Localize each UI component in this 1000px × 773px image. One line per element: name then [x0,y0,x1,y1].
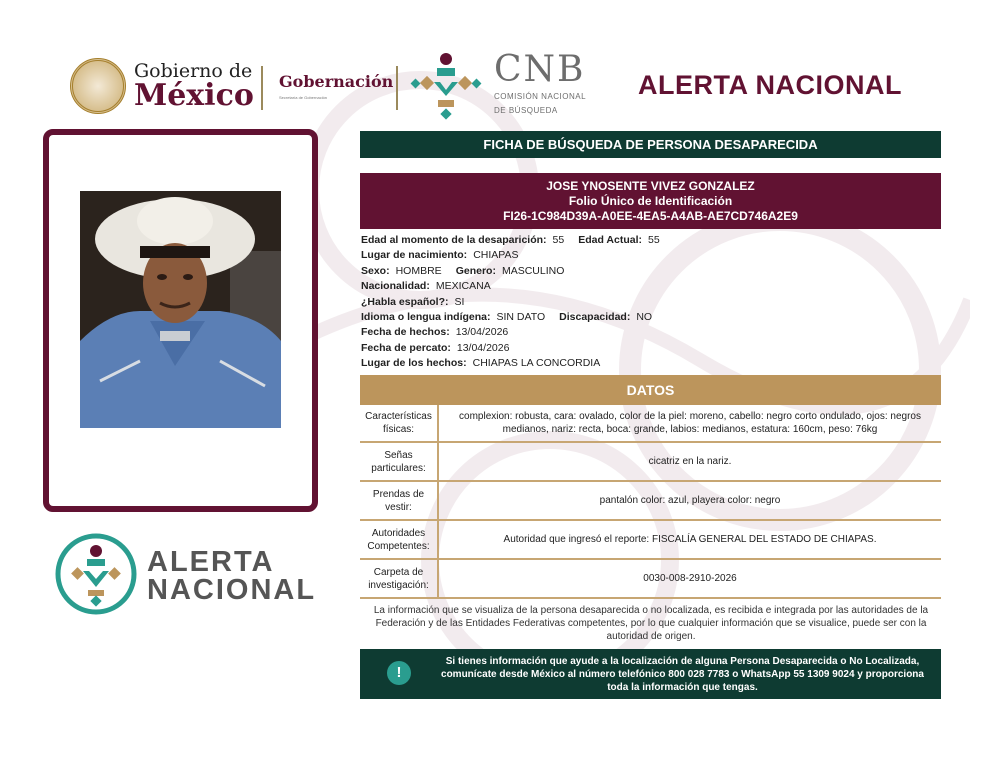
contact-text: Si tienes información que ayude a la localización de alguna Persona Desaparecida o No Localizada, comunícate desde México al número telefónico 800 028 7783 o WhatsApp 55 1309 9024 y proporciona toda la información que tengas. [441,656,924,693]
info-value: CHIAPAS LA CONCORDIA [472,357,601,370]
gobernacion-logo [279,72,393,100]
datos-title: DATOS [360,375,941,405]
table-value: complexion: robusta, cara: ovalado, color de la piel: moreno, cabello: negro corto ondulado, ojos: negros medianos, nariz: recta, boca: grande, labios: medianos, estatura: 160cm, peso: 76kg [459,411,921,435]
missing-person-photo [80,191,281,428]
cnb-title: CNB [494,49,586,90]
info-row-nacionalidad [361,279,660,294]
info-row-habla [361,295,660,310]
table-row [360,521,941,560]
gob-line2: México [134,77,254,113]
table-label: Carpeta de investigación: [360,560,439,597]
info-label: ¿Habla español?: [361,295,449,308]
info-label: Idioma o lengua indígena: [361,311,491,324]
person-info [361,233,660,372]
info-value: 55 [648,234,660,246]
info-label: Nacionalidad: [361,280,430,293]
info-label: Discapacidad: [559,311,631,324]
alert-exclamation-icon: ! [387,661,411,685]
info-row-lugar-hechos [361,356,660,371]
info-value: SI [454,295,465,308]
info-label: Genero: [455,264,496,277]
info-value: 13/04/2026 [455,326,509,339]
alerta-nacional-wordmark [147,548,316,604]
person-name: JOSE YNOSENTE VIVEZ GONZALEZ [546,179,755,193]
gob-line1: Gobierno de [134,59,253,82]
table-value: 0030-008-2910-2026 [643,573,737,584]
disclaimer-text: La información que se visualiza de la persona desaparecida o no localizada, es recibida e integrada por las autoridades de la Federación y de las Entidades Federativas competentes, por lo que cualquier información que se visualice, puede ser con la autoridad de origen. [373,605,929,642]
ficha-title: FICHA DE BÚSQUEDA DE PERSONA DESAPARECIDA [360,131,941,158]
cnb-sub-line1: COMISIÓN NACIONAL [494,92,587,101]
cnb-logo-icon [410,50,482,122]
alert-logo-line1: ALERTA [147,546,275,578]
person-name-banner [360,173,941,229]
info-value: SIN DATO [496,311,546,324]
header-divider [396,66,398,110]
table-label: Señas particulares: [360,443,439,480]
table-value: Autoridad que ingresó el reporte: FISCALÍA GENERAL DEL ESTADO DE CHIAPAS. [503,534,877,545]
table-row [360,482,941,521]
national-seal-icon [70,58,126,114]
table-value: pantalón color: azul, playera color: negro [599,495,781,506]
info-label: Edad al momento de la desaparición: [361,234,547,246]
table-label: Características físicas: [360,405,439,441]
table-row [360,560,941,599]
table-row [360,405,941,443]
info-row-fecha-percato [361,341,660,356]
info-label: Lugar de los hechos: [361,357,467,370]
cnb-sub-line2: DE BÚSQUEDA [494,106,558,115]
cnb-wordmark [494,49,587,116]
info-value: CHIAPAS [473,249,519,262]
table-row [360,443,941,482]
alerta-nacional-logo-icon [55,533,137,615]
folio-number: FI26-1C984D39A-A0EE-4EA5-A4AB-AE7CD746A2E9 [503,209,798,223]
info-row-edad [361,233,660,248]
folio-label: Folio Único de Identificación [568,194,733,208]
info-value: 13/04/2026 [456,341,510,354]
info-row-sexo [361,264,660,279]
info-value: 55 [552,234,565,246]
table-value: cicatriz en la nariz. [648,456,732,467]
table-label: Autoridades Competentes: [360,521,439,558]
info-label: Edad Actual: [578,234,643,246]
info-label: Fecha de percato: [361,341,451,354]
info-value: MASCULINO [501,264,565,277]
info-value: MEXICANA [435,280,491,293]
page-title: ALERTA NACIONAL [638,70,902,100]
gobernacion-title: Gobernación [279,72,394,91]
info-label: Fecha de hechos: [361,326,450,339]
table-label: Prendas de vestir: [360,482,439,519]
gobierno-de-mexico-logo [70,58,254,114]
info-row-fecha-hechos [361,325,660,340]
info-label: Lugar de nacimiento: [361,249,468,262]
info-value: HOMBRE [395,264,442,277]
gobernacion-subtitle: Secretaría de Gobernación [279,95,328,100]
info-row-nacimiento [361,248,660,263]
contact-banner [360,649,941,699]
info-value: NO [636,311,653,324]
info-row-idioma [361,310,660,325]
alert-logo-line2: NACIONAL [147,574,317,606]
datos-table [360,405,941,599]
header-divider [261,66,263,110]
info-label: Sexo: [361,264,390,277]
